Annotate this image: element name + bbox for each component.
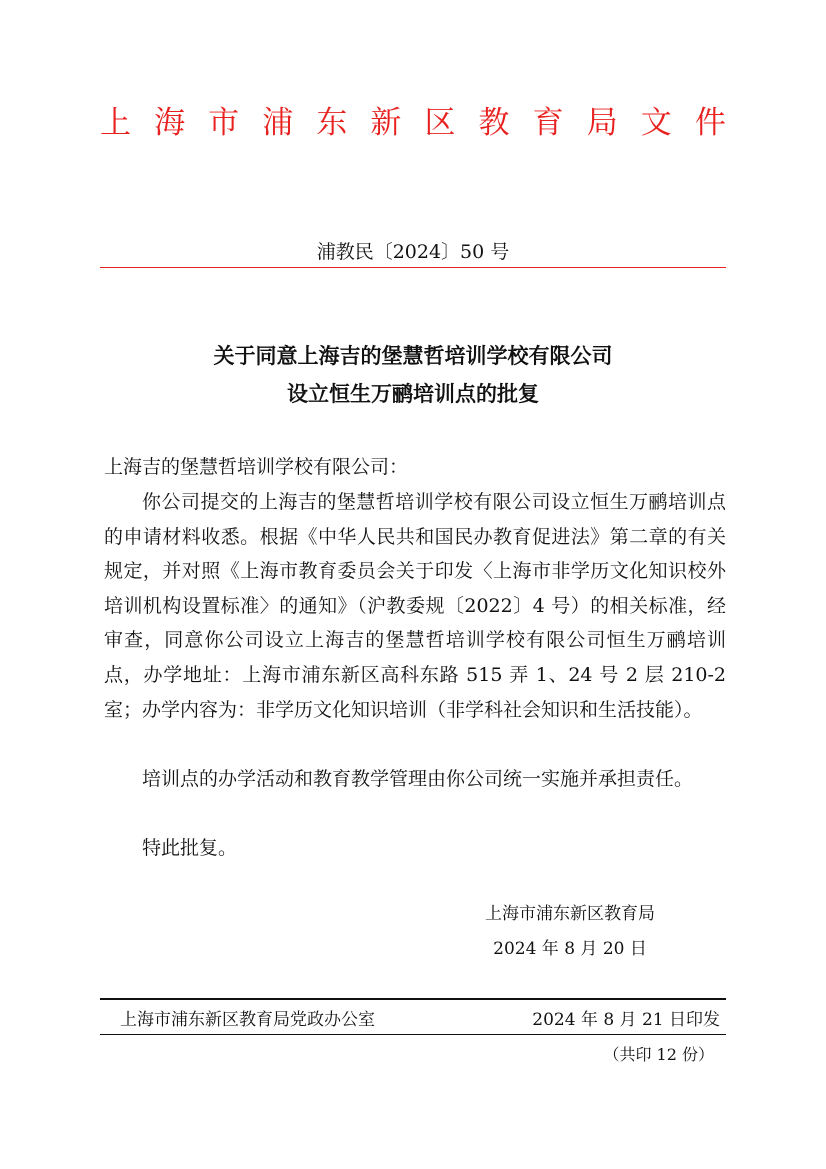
footer-top-rule — [100, 998, 726, 1000]
document-number: 浦教民〔2024〕50 号 — [316, 241, 510, 263]
masthead-char: 浦 — [262, 105, 294, 141]
masthead-char: 海 — [154, 105, 186, 141]
masthead-char: 市 — [208, 105, 240, 141]
red-separator-line — [100, 267, 726, 268]
masthead-char: 新 — [370, 105, 402, 141]
masthead-char: 区 — [424, 105, 456, 141]
masthead-char: 上 — [100, 105, 131, 141]
masthead-char: 文 — [640, 105, 672, 141]
document-title-line-2: 设立恒生万鹂培训点的批复 — [287, 381, 539, 406]
footer-bottom-rule — [100, 1034, 726, 1035]
masthead-char: 东 — [316, 105, 348, 141]
document-masthead — [100, 103, 726, 143]
signature-organization: 上海市浦东新区教育局 — [485, 904, 655, 924]
footer-print-date: 2024 年 8 月 21 日印发 — [532, 1010, 720, 1030]
masthead-char: 教 — [478, 105, 510, 141]
footer-issuer: 上海市浦东新区教育局党政办公室 — [120, 1010, 375, 1030]
document-title-line-1: 关于同意上海吉的堡慧哲培训学校有限公司 — [213, 343, 613, 368]
salutation: 上海吉的堡慧哲培训学校有限公司： — [104, 456, 409, 478]
masthead-char: 局 — [586, 105, 618, 141]
body-paragraph-closing: 特此批复。 — [142, 837, 238, 859]
masthead-char: 育 — [532, 105, 564, 141]
masthead-char: 件 — [694, 105, 726, 141]
body-paragraph-responsibility: 培训点的办学活动和教育教学管理由你公司统一实施并承担责任。 — [142, 768, 694, 790]
signature-date: 2024 年 8 月 20 日 — [493, 939, 647, 959]
footer-copies-count: （共印 12 份） — [603, 1045, 714, 1064]
body-paragraph-approval: 你公司提交的上海吉的堡慧哲培训学校有限公司设立恒生万鹂培训点的申请材料收悉。根据《中华人民共和国民办教育促进法》第二章的有关规定，并对照《上海市教育委员会关于印发〈上海市非学历文化知识校外培训机构设置标准〉的通知》（沪教委规〔2022〕4 号）的相关标准，经审查，同意你公司设立上海吉的堡慧哲培训学校有限公司恒生万鹂培训点，办学地址：上海市浦东新区高科东路 515 弄 1、24 号 2 层 210-2 室；办学内容为：非学历文化知识培训（非学科社会知识和生活技能）。 — [104, 491, 726, 721]
